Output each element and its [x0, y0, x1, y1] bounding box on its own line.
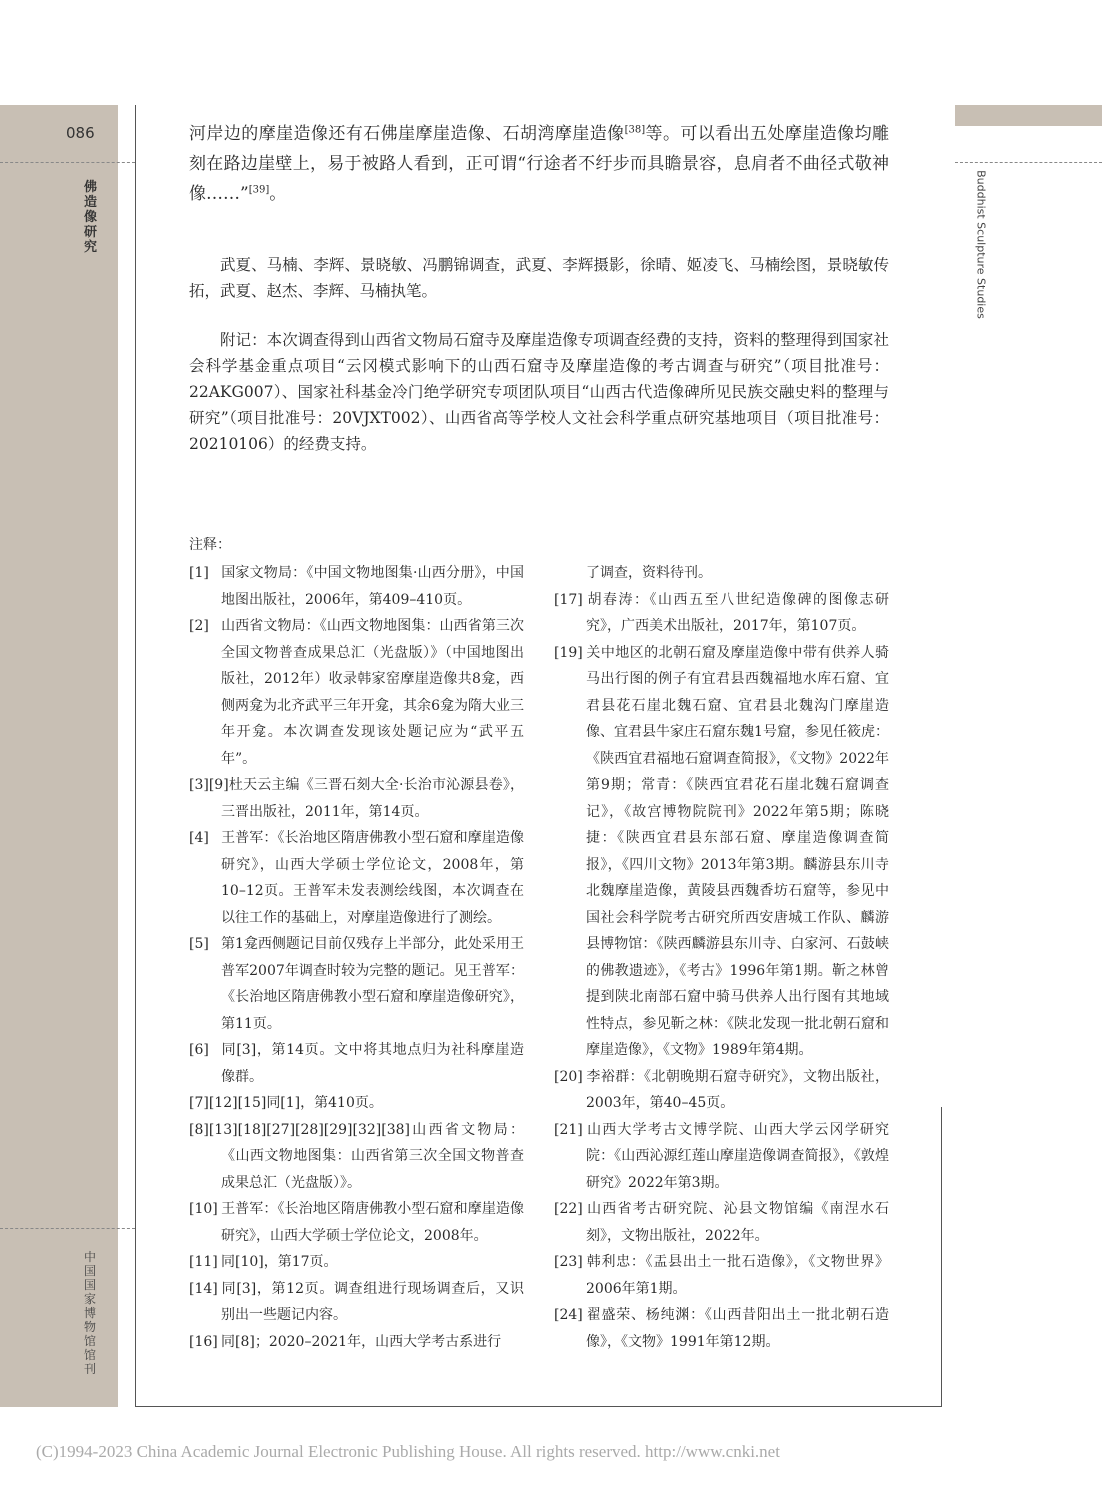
note-text: 韩利忠：《盂县出土一批石造像》，《文物世界》2006年第1期。: [586, 1254, 889, 1297]
note-number: [1]: [189, 565, 209, 581]
note-number: [2]: [189, 618, 209, 634]
note-number: [10]: [189, 1201, 218, 1217]
note-number: [17]: [554, 591, 583, 608]
journal-title-cn: 佛造像研究: [84, 180, 98, 255]
note-item: [189, 931, 524, 1037]
note-text: 王普军：《长治地区隋唐佛教小型石窟和摩崖造像研究》，山西大学硕士学位论文，2008年。: [221, 1201, 524, 1244]
note-number: [3][9]: [189, 777, 229, 793]
note-text: 翟盛荣、杨纯渊：《山西昔阳出土一批北朝石造像》，《文物》1991年第12期。: [586, 1307, 889, 1350]
note-item: [554, 1249, 889, 1302]
notes-column-left: [189, 560, 524, 1355]
note-number: [14]: [189, 1280, 218, 1297]
top-dashed-divider: [0, 162, 135, 163]
publisher-name-cn: 中国国家博物馆馆刊: [84, 1250, 97, 1376]
note-text: 山西省文物局：《山西文物地图集：山西省第三次全国文物普查成果总汇（光盘版）》（中国地图出版社，2012年）收录韩家窑摩崖造像共8龛，西侧两龛为北齐武平三年开龛，其余6龛为隋大业三年开龛。本次调查发现该处题记应为“武平五年”。: [221, 618, 524, 767]
body-paragraph: [189, 119, 889, 209]
note-item: [554, 1117, 889, 1197]
body-text-part: 河岸边的摩崖造像还有石佛崖摩崖造像、石胡湾摩崖造像: [189, 124, 625, 144]
note-item: [189, 1329, 524, 1356]
note-item: [554, 640, 889, 1064]
note-text: 同[3]，第14页。文中将其地点归为社科摩崖造像群。: [221, 1042, 524, 1085]
note-text: 山西大学考古文博学院、山西大学云冈学研究院：《山西沁源红莲山摩崖造像调查简报》，《敦煌研究》2022年第3期。: [586, 1121, 889, 1191]
frame-left-rule: [135, 105, 136, 1407]
note-text: 李裕群：《北朝晚期石窟寺研究》，文物出版社，2003年，第40–45页。: [586, 1068, 889, 1111]
note-item: [554, 1064, 889, 1117]
note-item: [189, 560, 524, 613]
note-text: 同[8]；2020–2021年，山西大学考古系进行: [221, 1333, 502, 1350]
note-number: [22]: [554, 1201, 583, 1217]
left-color-band: [0, 105, 118, 1407]
body-text-part: 。: [269, 184, 287, 204]
note-16-continuation: 了调查，资料待刊。: [586, 565, 712, 581]
note-text: 关中地区的北朝石窟及摩崖造像中带有供养人骑马出行图的例子有宜君县西魏福地水库石窟、宜君县花石崖北魏石窟、宜君县北魏沟门摩崖造像、宜君县牛家庄石窟东魏1号窟，参见任筱虎：《陕西宜君福地石窟调查简报》，《文物》2022年第9期；常青：《陕西宜君花石崖北魏石窟调查记》，《故宫博物院院刊》2022年第5期；陈晓捷：《陕西宜君县东部石窟、摩崖造像调查简报》，《四川文物》2013年第3期。麟游县东川寺北魏摩崖造像，黄陵县西魏香坊石窟等，参见中国社会科学院考古研究所西安唐城工作队、麟游县博物馆：《陕西麟游县东川寺、白家河、石鼓峡的佛教遗迹》，《考古》1996年第1期。靳之林曾提到陕北南部石窟中骑马供养人出行图有其地域性特点，参见靳之林：《陕北发现一批北朝石窟和摩崖造像》，《文物》1989年第4期。: [586, 644, 889, 1058]
notes-heading: 注释：: [189, 537, 231, 553]
notes-column-right: [554, 560, 889, 1355]
note-item: [554, 587, 889, 640]
note-number: [23]: [554, 1254, 583, 1270]
frame-bottom-rule: [135, 1406, 941, 1407]
note-text: 山西省考古研究院、沁县文物馆编《南涅水石刻》，文物出版社，2022年。: [586, 1201, 889, 1244]
note-number: [16]: [189, 1333, 218, 1350]
note-number: [4]: [189, 830, 209, 846]
note-item: [189, 1037, 524, 1090]
note-item: [189, 825, 524, 931]
page-number: 086: [66, 124, 95, 142]
note-text: 第1龛西侧题记目前仅残存上半部分，此处采用王普军2007年调查时较为完整的题记。见王普军：《长治地区隋唐佛教小型石窟和摩崖造像研究》，第11页。: [221, 936, 524, 1032]
note-item: [554, 1302, 889, 1355]
note-item: [189, 1249, 524, 1276]
note-number: [11]: [189, 1254, 218, 1270]
note-number: [5]: [189, 936, 209, 952]
copyright-footer: (C)1994-2023 China Academic Journal Electronic Publishing House. All rights reserved. http://www.cnki.net: [36, 1442, 780, 1461]
note-number: [21]: [554, 1121, 583, 1138]
note-text: 王普军：《长治地区隋唐佛教小型石窟和摩崖造像研究》，山西大学硕士学位论文，2008年，第10–12页。王普军未发表测绘线图，本次调查在以往工作的基础上，对摩崖造像进行了测绘。: [221, 830, 524, 926]
note-number: [8][13][18][27][28][29][32][38]: [189, 1121, 410, 1138]
note-item: [189, 613, 524, 772]
bottom-dashed-divider: [0, 1228, 135, 1229]
note-item: [189, 772, 524, 825]
note-number: [20]: [554, 1068, 583, 1085]
note-number: [7][12][15]: [189, 1095, 267, 1111]
note-text: 同[3]，第12页。调查组进行现场调查后，又识别出一些题记内容。: [221, 1280, 524, 1323]
note-number: [6]: [189, 1042, 209, 1058]
note-text: 山西省文物局：《山西文物地图集：山西省第三次全国文物普查成果总汇（光盘版）》。: [221, 1121, 524, 1191]
note-number: [19]: [554, 644, 583, 661]
note-item: [189, 1276, 524, 1329]
note-item: [189, 1090, 524, 1117]
note-item: [189, 1196, 524, 1249]
frame-right-rule: [941, 1107, 942, 1407]
author-credit: 武夏、马楠、李辉、景晓敏、冯鹏锦调查，武夏、李辉摄影，徐晴、姬凌飞、马楠绘图，景晓敏传拓，武夏、赵杰、李辉、马楠执笔。: [189, 256, 889, 300]
citation-38: [38]: [624, 124, 646, 136]
note-item: [554, 1196, 889, 1249]
note-text: 杜天云主编《三晋石刻大全·长治市沁源县卷》，三晋出版社，2011年，第14页。: [221, 777, 524, 820]
body-text-part: 等。可以看出五处摩崖造像均雕刻在路边崖壁上，易于被路人看到，正可谓“行途者不纡步而具瞻景容，息肩者不曲径式敬神像……”: [189, 124, 890, 204]
note-text: 同[10]，第17页。: [221, 1254, 338, 1270]
journal-title-en: Buddhist Sculpture Studies: [974, 170, 988, 319]
note-text: 国家文物局：《中国文物地图集·山西分册》，中国地图出版社，2006年，第409–410页。: [221, 565, 524, 608]
note-text: 同[1]，第410页。: [266, 1095, 383, 1111]
citation-39: [39]: [248, 184, 270, 196]
note-item: [189, 1117, 524, 1197]
note-text: 胡春涛：《山西五至八世纪造像碑的图像志研究》，广西美术出版社，2017年，第107页。: [586, 591, 889, 634]
appendix-note: 附记：本次调查得到山西省文物局石窟寺及摩崖造像专项调查经费的支持，资料的整理得到国家社会科学基金重点项目“云冈模式影响下的山西石窟寺及摩崖造像的考古调查与研究”（项目批准号：22AKG007）、国家社科基金冷门绝学研究专项团队项目“山西古代造像碑所见民族交融史料的整理与研究”（项目批准号：20VJXT002）、山西省高等学校人文社会科学重点研究基地项目（项目批准号：20210106）的经费支持。: [189, 331, 889, 453]
note-number: [24]: [554, 1307, 583, 1323]
